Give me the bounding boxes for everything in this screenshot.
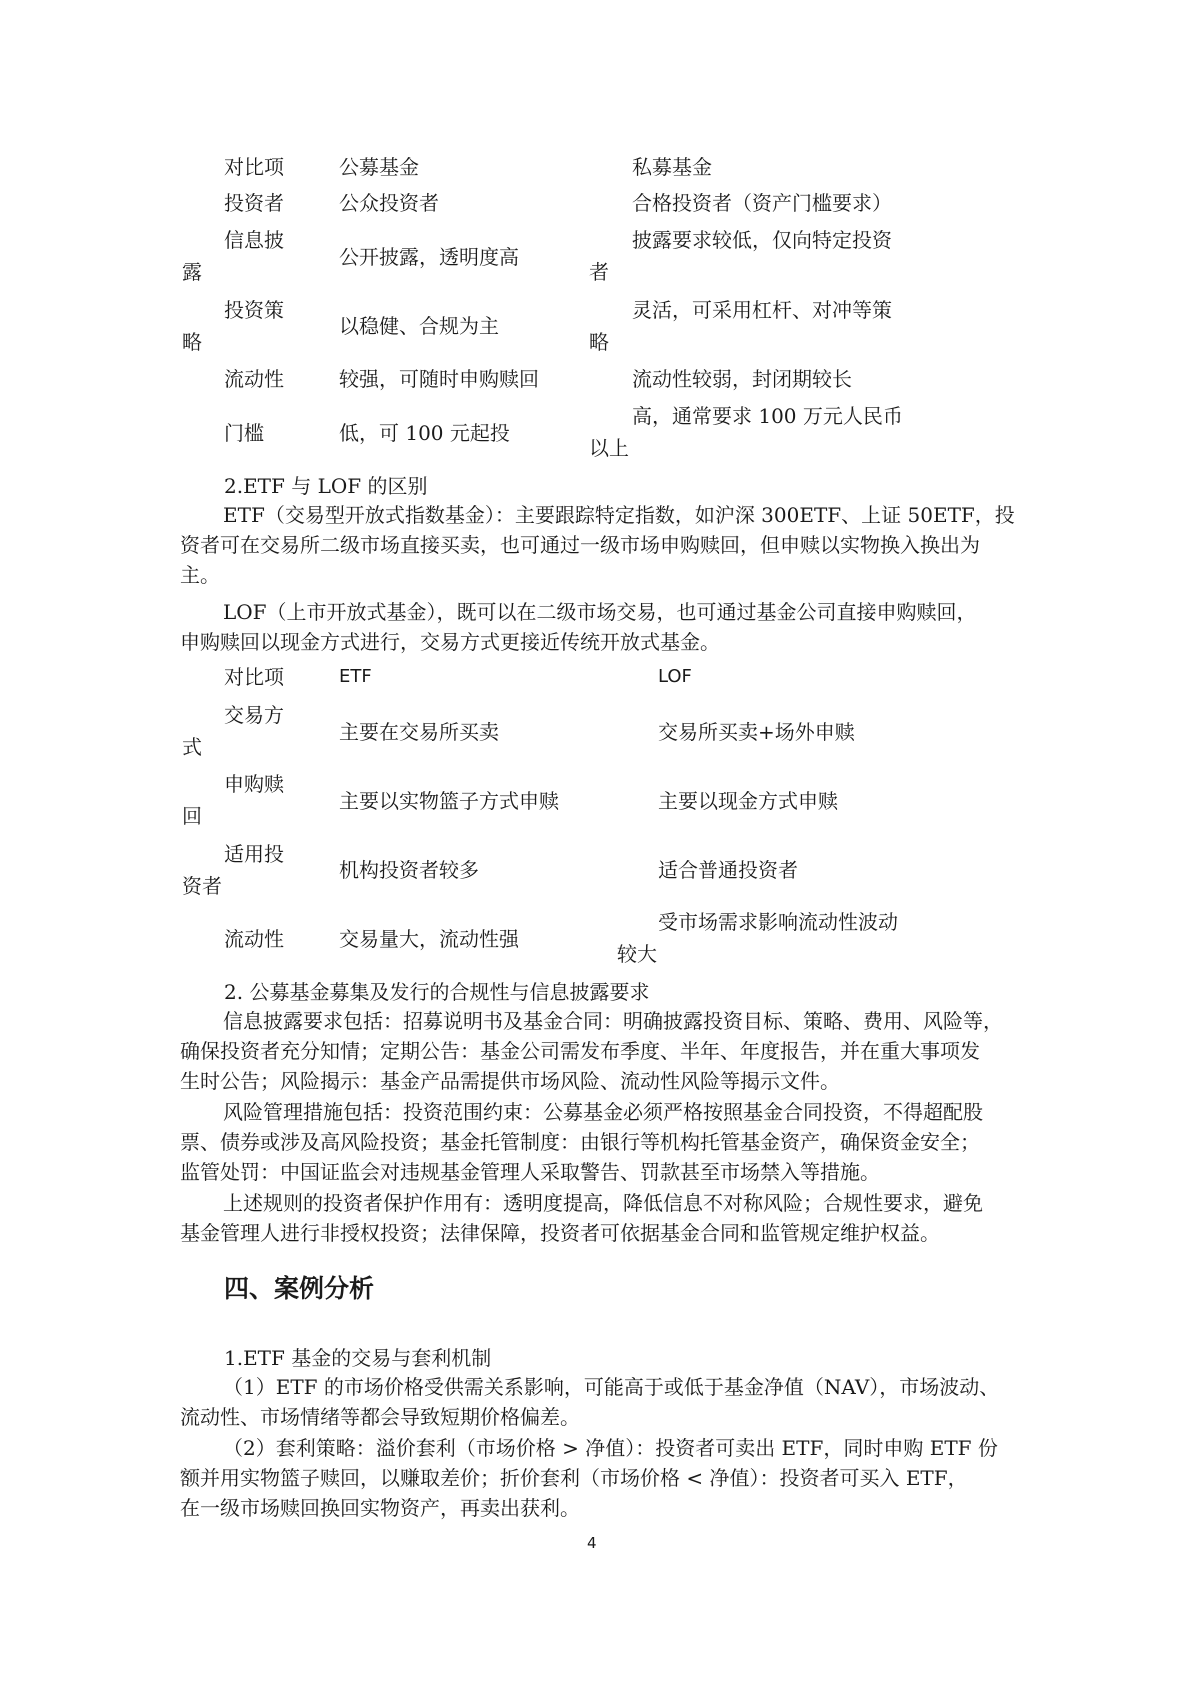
- text-line: 资者可在交易所二级市场直接买卖，也可通过一级市场申购赎回，但申赎以实物换入换出为: [180, 533, 980, 557]
- table-cell: 交易量大，流动性强: [339, 927, 519, 951]
- section-heading: 2.ETF 与 LOF 的区别: [224, 474, 428, 498]
- table-cell: 合格投资者（资产门槛要求）: [632, 191, 892, 215]
- text-line: 监管处罚：中国证监会对违规基金管理人采取警告、罚款甚至市场禁入等措施。: [180, 1160, 880, 1184]
- table-cell: 交易方: [224, 703, 284, 727]
- table-cell: 交易所买卖+场外申赎: [658, 720, 855, 744]
- table-cell: 公众投资者: [339, 191, 439, 215]
- text-line: 上述规则的投资者保护作用有：透明度提高，降低信息不对称风险；合规性要求，避免: [223, 1191, 983, 1215]
- table-cell: 信息披: [224, 228, 284, 252]
- table-cell: 高，通常要求 100 万元人民币: [632, 404, 903, 428]
- table-cell: 资者: [182, 874, 222, 898]
- table-cell: 投资策: [224, 298, 284, 322]
- chapter-heading: 四、案例分析: [224, 1274, 375, 1303]
- table-cell: 机构投资者较多: [339, 858, 479, 882]
- table-cell: 披露要求较低，仅向特定投资: [632, 228, 892, 252]
- table-cell: 私募基金: [632, 155, 712, 179]
- paragraph-disclosure: [180, 1006, 1018, 1096]
- table-cell: 主要以现金方式申赎: [658, 789, 838, 813]
- text-line: 信息披露要求包括：招募说明书及基金合同：明确披露投资目标、策略、费用、风险等，: [223, 1009, 1003, 1033]
- text-line: 确保投资者充分知情；定期公告：基金公司需发布季度、半年、年度报告，并在重大事项发: [180, 1039, 980, 1063]
- table-cell: 较强，可随时申购赎回: [339, 367, 539, 391]
- text-line: 主。: [180, 563, 220, 587]
- text-line: 生时公告；风险揭示：基金产品需提供市场风险、流动性风险等揭示文件。: [180, 1069, 840, 1093]
- page-number: 4: [587, 1534, 597, 1552]
- table-cell: 以稳健、合规为主: [339, 314, 499, 338]
- text-line: （2）套利策略：溢价套利（市场价格 > 净值）：投资者可卖出 ETF，同时申购 ETF 份: [223, 1436, 998, 1460]
- table-cell: 公募基金: [339, 155, 419, 179]
- paragraph-etf: [180, 500, 1018, 590]
- table-cell: 回: [182, 804, 202, 828]
- table-cell: 适用投: [224, 842, 284, 866]
- table-cell: 流动性较弱，封闭期较长: [632, 367, 852, 391]
- table-cell: 者: [589, 260, 609, 284]
- table-cell: 对比项: [224, 155, 284, 179]
- table-cell: 露: [182, 260, 202, 284]
- table-cell: 低，可 100 元起投: [339, 421, 510, 445]
- section-heading: 1.ETF 基金的交易与套利机制: [224, 1346, 492, 1370]
- text-line: 申购赎回以现金方式进行，交易方式更接近传统开放式基金。: [180, 630, 720, 654]
- table-cell: ETF: [339, 666, 372, 687]
- text-line: ETF（交易型开放式指数基金）：主要跟踪特定指数，如沪深 300ETF、上证 50ETF，投: [223, 503, 1015, 527]
- paragraph-etf-price: [180, 1372, 1018, 1432]
- table-cell: 主要以实物篮子方式申赎: [339, 789, 559, 813]
- table-cell: 门槛: [224, 421, 264, 445]
- table-cell: LOF: [658, 666, 692, 687]
- table-cell: 适合普通投资者: [658, 858, 798, 882]
- paragraph-risk: [180, 1097, 1018, 1187]
- section-heading: 2. 公募基金募集及发行的合规性与信息披露要求: [224, 980, 650, 1004]
- table-cell: 灵活，可采用杠杆、对冲等策: [632, 298, 892, 322]
- table-cell: 对比项: [224, 665, 284, 689]
- text-line: 在一级市场赎回换回实物资产，再卖出获利。: [180, 1496, 580, 1520]
- table-cell: 以上: [589, 436, 629, 460]
- table-cell: 主要在交易所买卖: [339, 720, 499, 744]
- text-line: 流动性、市场情绪等都会导致短期价格偏差。: [180, 1405, 580, 1429]
- table-cell: 受市场需求影响流动性波动: [658, 910, 898, 934]
- table-cell: 流动性: [224, 927, 284, 951]
- table-cell: 式: [182, 735, 202, 759]
- paragraph-arbitrage: [180, 1433, 1018, 1523]
- text-line: 风险管理措施包括：投资范围约束：公募基金必须严格按照基金合同投资，不得超配股: [223, 1100, 983, 1124]
- table-cell: 略: [182, 330, 202, 354]
- table-cell: 流动性: [224, 367, 284, 391]
- text-line: 额并用实物篮子赎回，以赚取差价；折价套利（市场价格 < 净值）：投资者可买入 ETF，: [180, 1466, 968, 1490]
- table-cell: 公开披露，透明度高: [339, 245, 519, 269]
- paragraph-lof: [180, 597, 1018, 657]
- paragraph-protection: [180, 1188, 1018, 1248]
- text-line: 票、债券或涉及高风险投资；基金托管制度：由银行等机构托管基金资产，确保资金安全；: [180, 1130, 980, 1154]
- table-cell: 投资者: [224, 191, 284, 215]
- table-cell: 申购赎: [224, 772, 284, 796]
- table-cell: 略: [589, 330, 609, 354]
- text-line: 基金管理人进行非授权投资；法律保障，投资者可依据基金合同和监管规定维护权益。: [180, 1221, 940, 1245]
- text-line: （1）ETF 的市场价格受供需关系影响，可能高于或低于基金净值（NAV），市场波动、: [223, 1375, 1000, 1399]
- text-line: LOF（上市开放式基金），既可以在二级市场交易，也可通过基金公司直接申购赎回，: [223, 600, 977, 624]
- table-cell: 较大: [617, 942, 657, 966]
